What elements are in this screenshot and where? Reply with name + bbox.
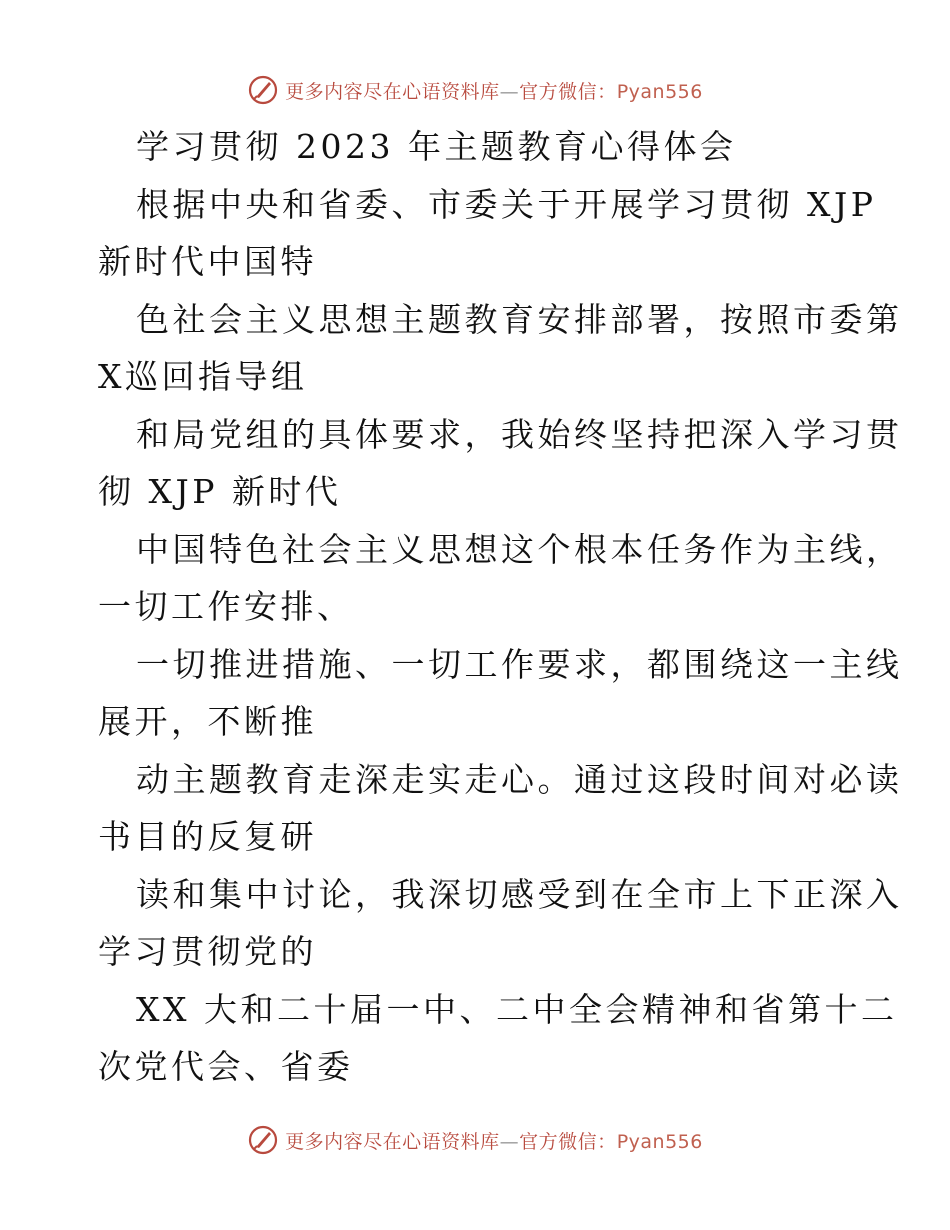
watermark-header	[0, 73, 950, 107]
watermark-separator: —	[499, 80, 520, 103]
text-line: 中国特色社会主义思想这个根本任务作为主线，	[136, 529, 903, 569]
text-line: 一切推进措施、一切工作要求，都围绕这一主线	[136, 644, 903, 684]
watermark-handle: Pyan556	[616, 1130, 703, 1153]
document-body	[98, 118, 903, 1096]
text-line: 彻 XJP 新时代	[98, 472, 342, 511]
text-line: 展开，不断推	[98, 702, 317, 741]
watermark-site-name: 更多内容尽在心语资料库	[285, 80, 500, 103]
watermark-handle: Pyan556	[616, 80, 703, 103]
text-line: 动主题教育走深走实走心。通过这段时间对必读	[136, 759, 903, 799]
text-line: 根据中央和省委、市委关于开展学习贯彻 XJP	[136, 184, 877, 224]
feather-pen-logo-icon	[247, 74, 279, 106]
text-line: 一切工作安排、	[98, 587, 354, 626]
text-line: XX 大和二十届一中、二中全会精神和省第十二	[136, 989, 898, 1029]
text-line: 和局党组的具体要求，我始终坚持把深入学习贯	[136, 414, 903, 454]
watermark-footer	[0, 1123, 950, 1157]
text-line: 书目的反复研	[98, 817, 317, 856]
text-line: X巡回指导组	[98, 357, 308, 396]
document-title: 学习贯彻 2023 年主题教育心得体会	[136, 127, 737, 166]
text-line: 读和集中讨论，我深切感受到在全市上下正深入	[136, 874, 903, 914]
text-line: 学习贯彻党的	[98, 932, 317, 971]
text-line: 色社会主义思想主题教育安排部署，按照市委第	[136, 299, 903, 339]
text-line: 次党代会、省委	[98, 1047, 354, 1086]
text-line: 新时代中国特	[98, 242, 317, 281]
watermark-label: 官方微信：	[519, 80, 617, 103]
watermark-label: 官方微信：	[519, 1130, 617, 1153]
watermark-separator: —	[499, 1130, 520, 1153]
watermark-text	[285, 1127, 703, 1154]
watermark-site-name: 更多内容尽在心语资料库	[285, 1130, 500, 1153]
watermark-text	[285, 77, 703, 104]
feather-pen-logo-icon	[247, 1124, 279, 1156]
